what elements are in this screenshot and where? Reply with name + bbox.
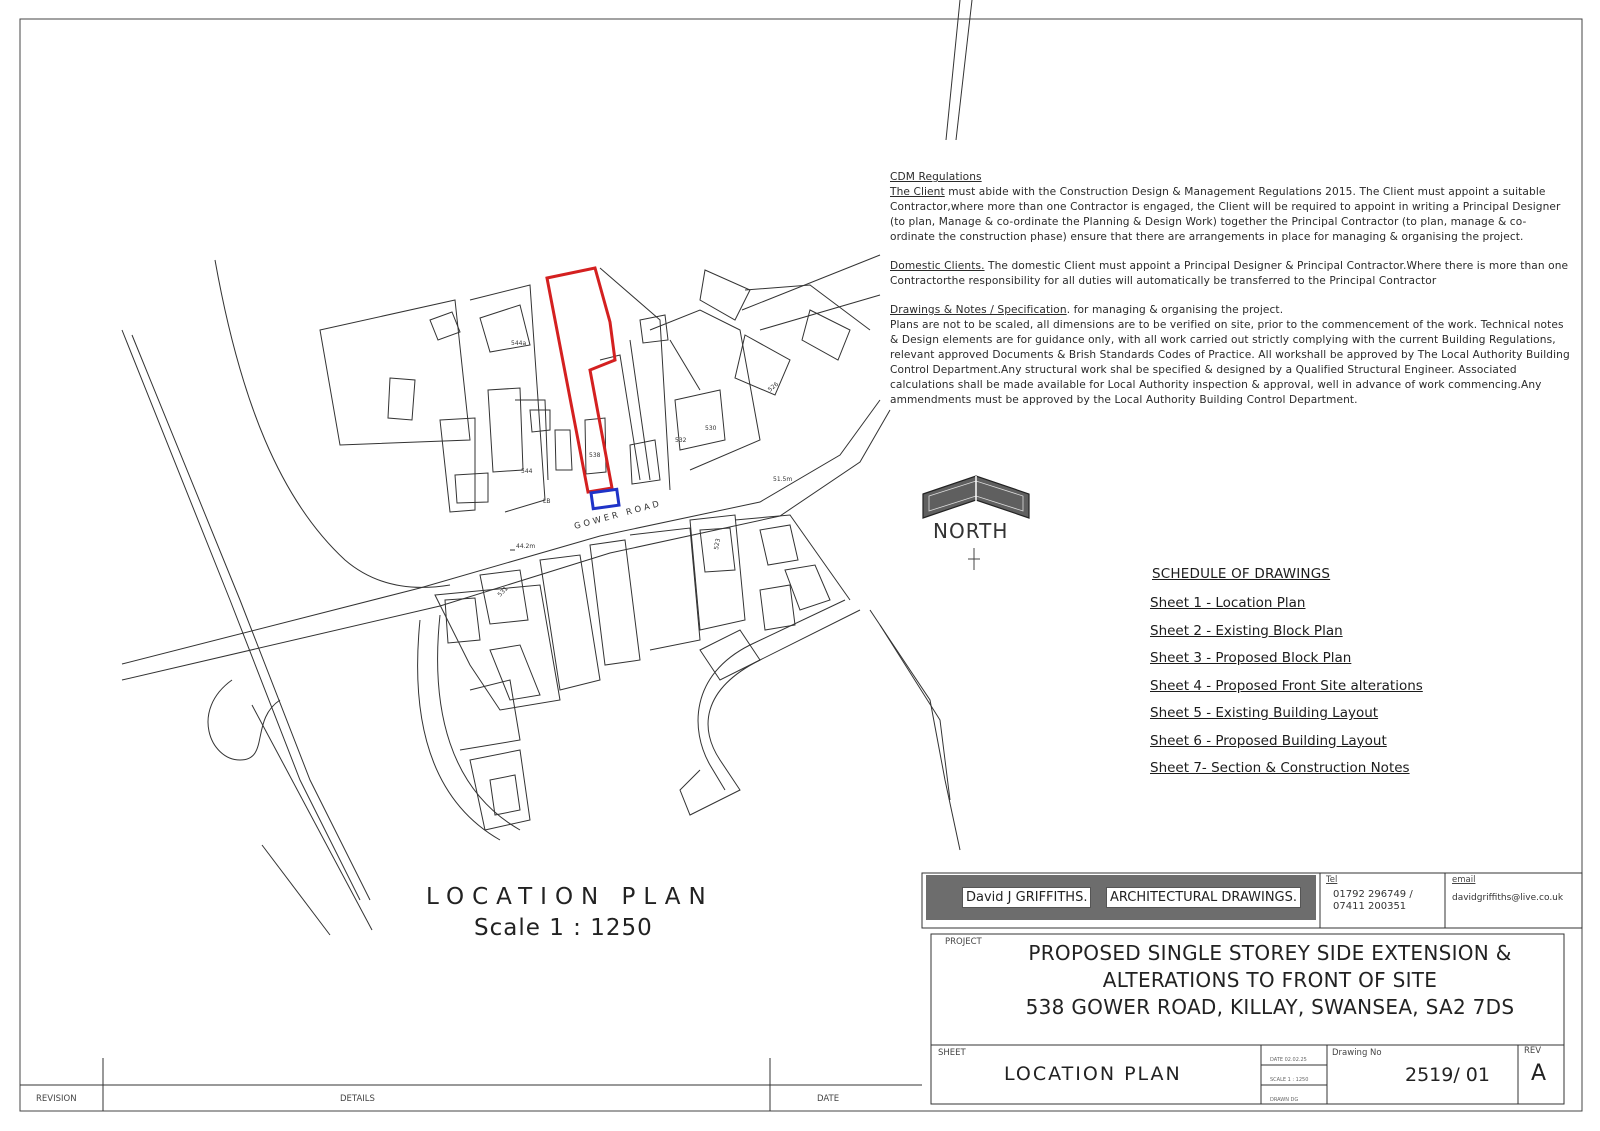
cdm-notes: [890, 170, 1570, 408]
project-description: [960, 940, 1580, 1021]
lb-label: LB: [543, 498, 551, 505]
schedule-heading: SCHEDULE OF DRAWINGS: [1152, 566, 1331, 582]
house-532: 532: [675, 437, 687, 444]
schedule-item-7[interactable]: Sheet 7- Section & Construction Notes: [1150, 760, 1410, 776]
house-531: 531: [496, 585, 510, 599]
house-544a: 544a: [511, 340, 527, 347]
details-column: DETAILS: [340, 1094, 375, 1104]
drawings-body: Plans are not to be scaled, all dimensions are to be verified on site, prior to the commencement of the work. Technical notes & Design elements are for guidance only, with all work carried out strictly complying with the current Building Regulations, relevant approved Documents & Brish Standards Codes of Practice. All workshall be approved by The Local Authority Building Control Department.Any structural work shal be specified & designed by a Qualified Structural Engineer. Associated calculations shall be made available for Local Authority inspection & approval, well in advance of work commencing.Any ammendments must be approved by the Local Authority Building Control Department.: [890, 319, 1570, 406]
frontage-area: [591, 489, 619, 508]
revision-column: REVISION: [36, 1094, 77, 1104]
house-544: 544: [521, 468, 533, 475]
client-text: must abide with the Construction Design & Management Regulations 2015. The Client must appoint a suitable Contractor,where more than one Contractor is engaged, the Client will be required to appoint in writing a Principal Designer (to plan, Manage & co-ordinate the Planning & Design Work) together the Principal Contractor (to plan, manage & co-ordinate the construction phase) ensure that there are arrangements in place for managing & organising the project.: [890, 186, 1561, 243]
site-boundary: [547, 268, 615, 492]
project-line-3: 538 GOWER ROAD, KILLAY, SWANSEA, SA2 7DS: [1025, 995, 1515, 1019]
house-538: 538: [589, 452, 601, 459]
schedule-item-4[interactable]: Sheet 4 - Proposed Front Site alterations: [1150, 677, 1423, 694]
client-label: The Client: [890, 186, 945, 198]
location-plan-title: LOCATION PLAN: [426, 884, 714, 910]
project-line-2: ALTERATIONS TO FRONT OF SITE: [1102, 968, 1438, 992]
road-label: GOWER ROAD: [573, 498, 664, 532]
project-label: PROJECT: [945, 937, 982, 947]
domestic-label: Domestic Clients.: [890, 260, 985, 272]
drawings-text: . for managing & organising the project.: [1066, 304, 1284, 316]
level-label-1: 44.2m: [516, 543, 536, 550]
location-plan-scale: Scale 1 : 1250: [474, 915, 653, 941]
schedule-item-3[interactable]: Sheet 3 - Proposed Block Plan: [1150, 650, 1352, 666]
level-label-2: 51.5m: [773, 476, 793, 483]
drawings-label: Drawings & Notes / Specification: [890, 304, 1067, 316]
tel-2: 07411 200351: [1333, 901, 1407, 912]
scale-line: SCALE 1 : 1250: [1270, 1077, 1309, 1083]
drawing-no-label: Drawing No: [1332, 1048, 1382, 1058]
project-line-1: PROPOSED SINGLE STOREY SIDE EXTENSION &: [1028, 941, 1512, 965]
schedule-item-6[interactable]: Sheet 6 - Proposed Building Layout: [1150, 732, 1387, 749]
rev-value: A: [1531, 1061, 1547, 1086]
schedule-item-1[interactable]: Sheet 1 - Location Plan: [1150, 595, 1306, 611]
designer-name: David J GRIFFITHS.: [962, 887, 1091, 908]
date-line: DATE 02.02.25: [1270, 1057, 1307, 1063]
email-label: email: [1452, 875, 1476, 885]
drawn-line: DRAWN DG: [1270, 1097, 1299, 1103]
house-523: 523: [713, 537, 722, 551]
rev-label: REV: [1524, 1046, 1542, 1056]
house-530: 530: [705, 425, 717, 432]
drawing-number: 2519/ 01: [1405, 1064, 1490, 1086]
cdm-heading: CDM Regulations: [890, 171, 982, 183]
tel-label: Tel: [1326, 875, 1338, 885]
schedule-item-5[interactable]: Sheet 5 - Existing Building Layout: [1150, 705, 1379, 721]
schedule-item-2[interactable]: Sheet 2 - Existing Block Plan: [1150, 622, 1343, 639]
domestic-text: The domestic Client must appoint a Principal Designer & Principal Contractor.Where there is more than one Contractorthe responsibility for all duties will automatically be transferred to the Principal Contractor: [890, 260, 1569, 287]
house-526: 526: [766, 380, 781, 394]
sheet-label: SHEET: [938, 1048, 966, 1058]
email-address[interactable]: davidgriffiths@live.co.uk: [1452, 893, 1564, 903]
date-column: DATE: [817, 1094, 840, 1104]
firm-name: ARCHITECTURAL DRAWINGS.: [1106, 887, 1301, 908]
schedule-of-drawings: [1152, 566, 1423, 788]
sheet-name: LOCATION PLAN: [1004, 1063, 1182, 1085]
north-label: NORTH: [933, 519, 1009, 543]
tel-1: 01792 296749 /: [1333, 889, 1413, 900]
